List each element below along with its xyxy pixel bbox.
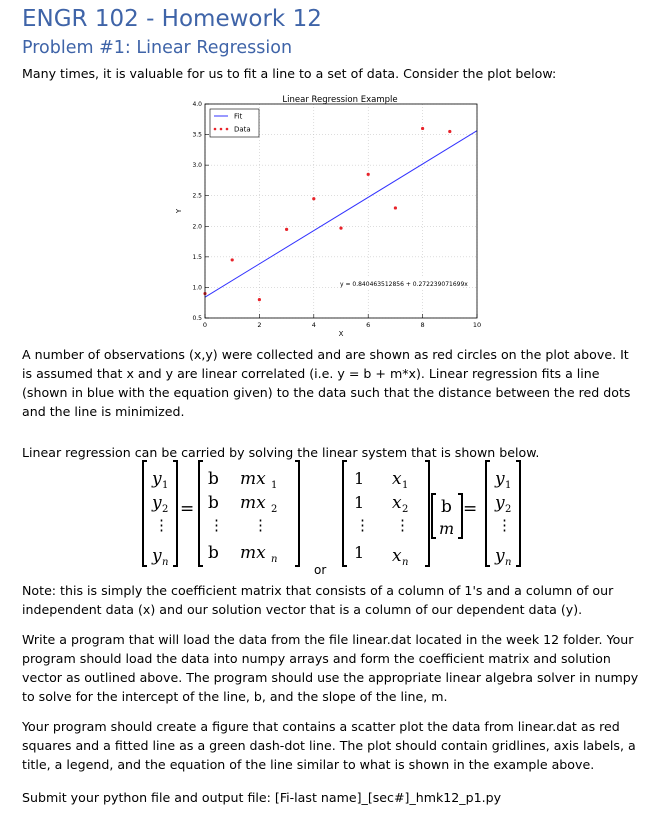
svg-text:⋮: ⋮: [395, 516, 410, 534]
svg-text:b: b: [208, 493, 219, 513]
x-tick-label: 6: [366, 321, 371, 329]
svg-text:x: x: [392, 546, 402, 566]
svg-text:1: 1: [402, 480, 409, 491]
svg-text:2: 2: [162, 504, 169, 515]
x-axis-ticks: [203, 314, 481, 329]
svg-text:⋮: ⋮: [154, 516, 169, 534]
y-tick-label: 1.0: [192, 284, 202, 292]
y-tick-label: 1.5: [192, 253, 202, 261]
svg-text:b: b: [441, 497, 452, 517]
data-point: [258, 298, 261, 301]
svg-text:⋮: ⋮: [253, 516, 268, 534]
data-point: [231, 258, 234, 261]
legend-data-swatch: [214, 128, 229, 131]
svg-text:y: y: [152, 469, 162, 489]
y-tick-label: 2.0: [192, 223, 202, 231]
ones-x-matrix: [343, 461, 429, 568]
svg-text:m: m: [439, 519, 455, 538]
problem-title: Problem #1: Linear Regression: [22, 38, 293, 58]
svg-text:⋮: ⋮: [497, 516, 512, 534]
x-tick-label: 8: [420, 321, 425, 329]
svg-text:y: y: [495, 493, 505, 513]
x-tick-label: 2: [257, 321, 262, 329]
y-vector-2: [486, 461, 520, 568]
chart-legend: [210, 109, 259, 137]
svg-text:mx: mx: [240, 469, 266, 489]
data-point: [285, 228, 288, 231]
svg-text:b: b: [208, 469, 219, 489]
y-axis-label: Y: [175, 208, 183, 214]
y-axis-ticks: [192, 101, 209, 322]
figure-paragraph: Your program should create a figure that contains a scatter plot the data from linear.dat as red squares and a fitted line as a green dash-dot line. The plot should contain gridlines, axis labels, a title, a legend, and the equation of the line similar to what is shown in the example above.: [22, 719, 636, 772]
data-point: [339, 227, 342, 230]
x-tick-label: 0: [202, 321, 208, 329]
svg-text:x: x: [392, 493, 402, 513]
svg-text:n: n: [271, 554, 278, 565]
svg-text:2: 2: [505, 504, 512, 515]
fit-equation: y = 0.840463512856 + 0.272239071699x: [340, 281, 468, 288]
intro-text: Many times, it is valuable for us to fit a line to a set of data. Consider the plot below:: [22, 66, 557, 81]
svg-text:1: 1: [271, 480, 278, 491]
svg-text:b: b: [208, 543, 219, 563]
linear-system-equation: [140, 458, 540, 570]
legend-fit-label: Fit: [234, 112, 243, 121]
or-label: or: [314, 563, 327, 577]
svg-text:y: y: [495, 546, 505, 566]
svg-text:1: 1: [505, 480, 512, 491]
chart-title: Linear Regression Example: [282, 95, 398, 105]
svg-text:n: n: [505, 557, 512, 568]
observations-paragraph: A number of observations (x,y) were collected and are shown as red circles on the plot above. It is assumed that x and y are linear correlated (i.e. y = b + m*x). Linear regression fits a line (shown in blue with the equation given) to the data such that the distance between the red dots and the line is minimized.: [22, 347, 631, 419]
data-point: [394, 206, 397, 209]
equals-sign-1: =: [180, 499, 195, 519]
x-tick-label: 4: [311, 321, 316, 329]
fit-line: [205, 131, 477, 297]
legend-data-label: Data: [234, 125, 251, 134]
svg-text:1: 1: [354, 469, 365, 488]
program-paragraph: Write a program that will load the data from the file linear.dat located in the week 12 folder. Your program should load the data into numpy arrays and form the coefficient matrix and solution vector as outlined above. The program should use the appropriate linear algebra solver in numpy to solve for the intercept of the line, b, and the slope of the line, m.: [22, 632, 639, 704]
svg-text:x: x: [392, 469, 402, 489]
y-tick-label: 3.5: [192, 131, 202, 139]
equals-sign-2: =: [463, 499, 478, 519]
data-point: [312, 197, 315, 200]
x-tick-label: 10: [472, 321, 482, 329]
y-tick-label: 2.5: [192, 192, 202, 200]
x-axis-label: X: [338, 330, 344, 338]
homework-title: ENGR 102 - Homework 12: [22, 6, 322, 32]
svg-text:mx: mx: [240, 493, 266, 513]
svg-text:1: 1: [354, 493, 365, 512]
unknowns-vector: [432, 494, 462, 538]
regression-chart: [165, 90, 510, 340]
submit-paragraph: Submit your python file and output file: [Fi-last name]_[sec#]_hmk12_p1.py: [22, 790, 502, 805]
data-point: [448, 130, 451, 133]
system-paragraph: Linear regression can be carried by solving the linear system that is shown below.: [22, 445, 540, 460]
y-tick-label: 3.0: [192, 162, 202, 170]
y-vector: [143, 461, 177, 568]
svg-text:2: 2: [271, 504, 278, 515]
svg-text:mx: mx: [240, 543, 266, 563]
data-point: [421, 127, 424, 130]
svg-text:1: 1: [162, 480, 169, 491]
svg-text:2: 2: [402, 504, 409, 515]
svg-text:⋮: ⋮: [355, 516, 370, 534]
y-tick-label: 0.5: [192, 315, 202, 322]
svg-text:y: y: [152, 493, 162, 513]
coefficient-matrix: [199, 461, 299, 566]
svg-text:n: n: [162, 557, 169, 568]
data-point: [367, 173, 370, 176]
svg-text:y: y: [152, 546, 162, 566]
svg-text:⋮: ⋮: [209, 516, 224, 534]
svg-text:n: n: [402, 557, 409, 568]
note-paragraph: Note: this is simply the coefficient matrix that consists of a column of 1's and a column of our independent data (x) and our solution vector that is a column of our dependent data (y).: [22, 583, 614, 617]
svg-text:y: y: [495, 469, 505, 489]
svg-text:1: 1: [354, 543, 365, 562]
y-tick-label: 4.0: [192, 101, 202, 108]
